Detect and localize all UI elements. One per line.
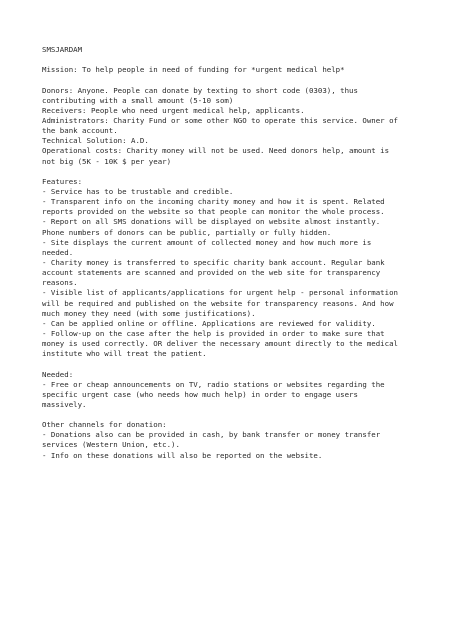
features-line: much money they need (with some justifications). [42, 308, 256, 318]
needed-line: - Free or cheap announcements on TV, radio stations or websites regarding the [42, 379, 385, 389]
overview-line: the bank account. [42, 126, 118, 136]
overview-line: not big (5K - 10K $ per year) [42, 156, 172, 166]
needed-line: massively. [42, 399, 87, 409]
features-line: - Site displays the current amount of collected money and how much more is [42, 237, 372, 247]
features-line: - Can be applied online or offline. Applications are reviewed for validity. [42, 318, 376, 328]
spacer [42, 359, 412, 369]
needed-heading: Needed: [42, 369, 74, 379]
overview-line: Operational costs: Charity money will not be used. Need donors help, amount is [42, 146, 390, 156]
features-section [42, 177, 412, 360]
overview-line: Administrators: Charity Fund or some other NGO to operate this service. Owner of [42, 115, 398, 125]
overview-section [42, 86, 412, 167]
overview-line: Technical Solution: A.D. [42, 136, 149, 146]
spacer [42, 75, 412, 85]
features-line: - Charity money is transferred to specific charity bank account. Regular bank [42, 257, 385, 267]
features-line: - Report on all SMS donations will be displayed on website almost instantly. [42, 217, 381, 227]
features-line: - Service has to be trustable and credible. [42, 186, 234, 196]
spacer [42, 55, 412, 65]
other-channels-line: services (Western Union, etc.). [42, 440, 180, 450]
overview-line: Receivers: People who need urgent medical help, applicants. [42, 105, 305, 115]
features-heading: Features: [42, 176, 83, 186]
document-title: SMSJARDAM [42, 45, 83, 54]
overview-line: Donors: Anyone. People can donate by texting to short code (0303), thus [42, 85, 358, 95]
other-channels-line: - Info on these donations will also be reported on the website. [42, 450, 323, 460]
spacer [42, 410, 412, 420]
features-line: reasons. [42, 278, 78, 288]
other-channels-heading: Other channels for donation: [42, 420, 167, 430]
features-line: institute who will treat the patient. [42, 349, 207, 359]
mission-statement: Mission: To help people in need of funding for *urgent medical help* [42, 65, 345, 75]
spacer [42, 167, 412, 177]
features-line: money is used correctly. OR deliver the necessary amount directly to the medical [42, 339, 398, 349]
features-line: - Follow-up on the case after the help is provided in order to make sure that [42, 328, 385, 338]
features-line: - Visible list of applicants/applications for urgent help - personal information [42, 288, 398, 298]
features-line: needed. [42, 247, 74, 257]
other-channels-section [42, 420, 412, 461]
other-channels-line: - Donations also can be provided in cash, by bank transfer or money transfer [42, 430, 381, 440]
features-line: reports provided on the website so that people can monitor the whole process. [42, 207, 385, 217]
features-line: will be required and published on the website for transparency reasons. And how [42, 298, 394, 308]
needed-section [42, 370, 412, 411]
overview-line: contributing with a small amount (5-10 som) [42, 95, 234, 105]
features-line: Phone numbers of donors can be public, partially or fully hidden. [42, 227, 332, 237]
needed-line: specific urgent case (who needs how much help) in order to engage users [42, 389, 358, 399]
features-line: account statements are scanned and provided on the web site for transparency [42, 268, 381, 278]
features-line: - Transparent info on the incoming charity money and how it is spent. Related [42, 197, 385, 207]
